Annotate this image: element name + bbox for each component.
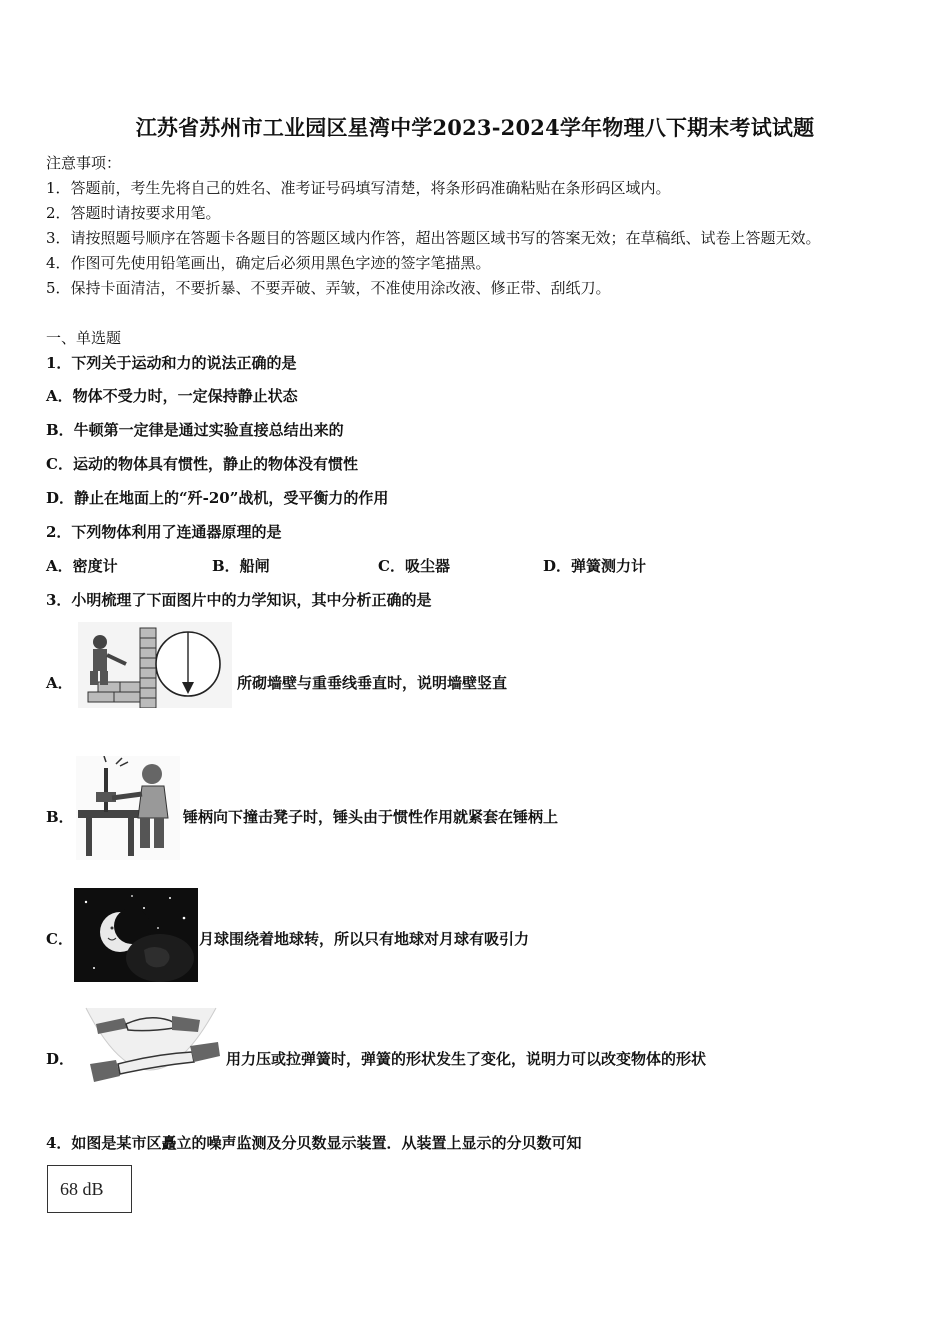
question-3-option-d-label[interactable]: D． xyxy=(46,1050,75,1068)
question-3-option-c-label[interactable]: C． xyxy=(46,930,73,948)
page-title: 江苏省苏州市工业园区星湾中学2023-2024学年物理八下期末考试试题 xyxy=(135,115,815,140)
notice-item: 5．保持卡面清洁，不要折暴、不要弄破、弄皱，不准使用涂改液、修正带、刮纸刀。 xyxy=(46,279,611,297)
notice-item: 2．答题时请按要求用笔。 xyxy=(46,204,221,222)
hammer-stool-icon xyxy=(76,756,180,860)
question-3-option-b-label[interactable]: B． xyxy=(46,808,74,826)
question-4-stem: 4．如图是某市区矗立的噪声监测及分贝数显示装置．从装置上显示的分贝数可知 xyxy=(46,1134,582,1152)
notice-item: 3．请按照题号顺序在答题卡各题目的答题区域内作答，超出答题区域书写的答案无效；在草稿纸、试卷上答题无效。 xyxy=(46,229,821,247)
notice-heading: 注意事项： xyxy=(46,154,122,172)
question-3-option-d-text[interactable]: 用力压或拉弹簧时，弹簧的形状发生了变化，说明力可以改变物体的形状 xyxy=(226,1050,707,1068)
question-3-option-c-text[interactable]: 月球围绕着地球转，所以只有地球对月球有吸引力 xyxy=(199,930,530,948)
notice-item: 4．作图可先使用铅笔画出，确定后必须用黑色字迹的签字笔描黑。 xyxy=(46,254,491,272)
question-3-stem: 3．小明梳理了下面图片中的力学知识，其中分析正确的是 xyxy=(46,591,432,609)
decibel-display: 68 dB xyxy=(47,1165,132,1213)
question-1-stem: 1．下列关于运动和力的说法正确的是 xyxy=(46,354,297,372)
question-3-option-a-label[interactable]: A． xyxy=(46,674,73,692)
moon-earth-icon xyxy=(74,888,198,982)
question-1-option-a[interactable]: A．物体不受力时，一定保持静止状态 xyxy=(46,387,298,405)
question-3-option-b-text[interactable]: 锤柄向下撞击凳子时，锤头由于惯性作用就紧套在锤柄上 xyxy=(183,808,559,826)
question-3-option-a-text[interactable]: 所砌墙壁与重垂线垂直时，说明墙壁竖直 xyxy=(237,674,508,692)
brick-wall-plumb-line-icon xyxy=(78,622,232,708)
section-heading: 一、单选题 xyxy=(46,329,122,347)
question-1-option-c[interactable]: C．运动的物体具有惯性，静止的物体没有惯性 xyxy=(46,455,358,473)
question-2-option-a[interactable]: A．密度计 xyxy=(46,557,118,575)
question-1-option-d[interactable]: D．静止在地面上的“歼-20”战机，受平衡力的作用 xyxy=(46,489,389,507)
question-2-option-b[interactable]: B．船闸 xyxy=(212,557,270,575)
spring-hands-icon xyxy=(76,1002,222,1092)
question-1-option-b[interactable]: B．牛顿第一定律是通过实验直接总结出来的 xyxy=(46,421,344,439)
question-2-option-c[interactable]: C．吸尘器 xyxy=(378,557,450,575)
notice-item: 1．答题前，考生先将自己的姓名、准考证号码填写清楚，将条形码准确粘贴在条形码区域内。 xyxy=(46,179,671,197)
question-2-stem: 2．下列物体利用了连通器原理的是 xyxy=(46,523,282,541)
question-2-option-d[interactable]: D．弹簧测力计 xyxy=(543,557,647,575)
